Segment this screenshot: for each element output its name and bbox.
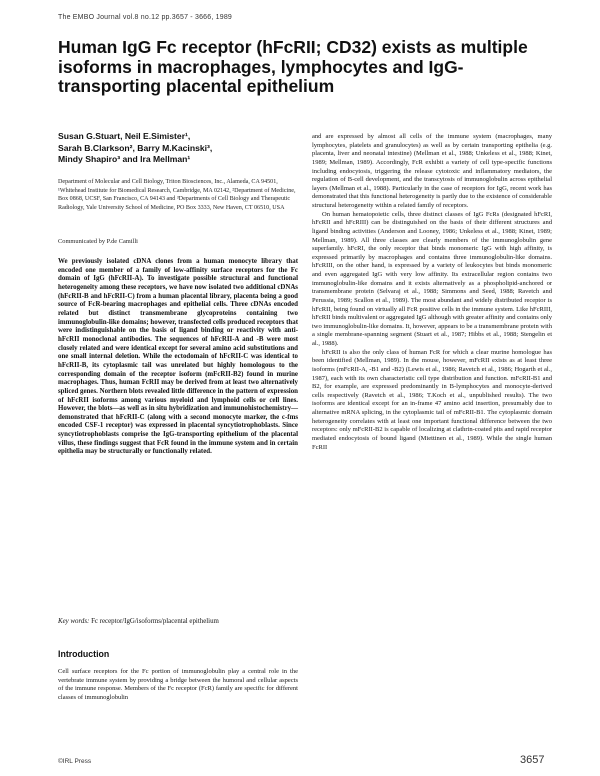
article-title: Human IgG Fc receptor (hFcRII; CD32) exists as multiple isoforms in macrophages, lymphocytes and IgG-transporting placental epithelium [58, 37, 528, 96]
body-paragraph: hFcRII is also the only class of human FcR for which a clear murine homologue has been identified (Mellman, 1989). In the mouse, however, mFcRII exists as at least three isoforms (mFcRII-A, -B1 and -B2) (Lewis et al., 1986; Ravetch et al., 1986; Hogarth et al., 1987), each with its own characteristic cell type distribution and function. mFcRII-B1 and B2, for example, are expressed predominantly in B-lymphocytes and monocyte-derived cells respectively (Ravetch et al., 1986; T.Koch et al., unpublished results). The two isoforms are identical except for an in-frame 47 amino acid insertion, presumably due to alternative mRNA splicing, in the cytoplasmic tail of mFcRII-B1. The cytoplasmic domain heterogeneity correlates with at least one important functional difference between the two receptors: only mFcRII-B2 is capable of localizing at clathrin-coated pits and rapid receptor mediated endocytosis of bound ligand (Miettinen et al., 1989). While the single human FcRII [312, 348, 552, 451]
introduction-text: Cell surface receptors for the Fc portion of immunoglobulin play a central role in the vertebrate immune system by providing a bridge between the humoral and cellular aspects of the immune response. Members of the Fc receptor (FcR) family are specific for different classes of immunoglobulin [58, 668, 298, 701]
author-list [58, 131, 298, 166]
author-line: Mindy Shapiro³ and Ira Mellman¹ [58, 154, 191, 164]
affiliations: Department of Molecular and Cell Biology, Triton Biosciences, Inc., Alameda, CA 94501, ¹Whitehead Institute for Biomedical Research, Cambridge, MA 02142, ²Department of Medicine, Box 0868, UCSF, San Francisco, CA 94143 and ³Departments of Cell Biology and Therapeutic Radiology, Yale University School of Medicine, PO Box 3333, New Haven, CT 06510, USA [58, 179, 296, 211]
publisher-footer: ©IRL Press [58, 758, 92, 765]
author-line: Susan G.Stuart, Neil E.Simister¹, [58, 131, 191, 141]
keywords [58, 618, 298, 627]
right-column [312, 133, 552, 452]
page-number: 3657 [520, 754, 545, 766]
body-paragraph: On human hematopoietic cells, three distinct classes of IgG FcRs (designated hFcRI, hFcRII and hFcRIII) can be distinguished on the basis of their different structures and ligand binding activities (Anderson and Looney, 1986; Unkeless et al., 1988; Kinet, 1989; Mellman, 1989). All three classes are clearly members of the immunoglobulin gene superfamily. hFcRI, the only receptor that binds monomeric IgG with high affinity, is expressed primarily by macrophages and contains three immunoglobulin-like domains. hFcRIII, on the other hand, is expressed by a variety of leukocytes but binds monomeric and even aggregated IgG with very low affinity. Its extracellular region contains two immunoglobulin-like domains and it exists alternatively as a phospholipid-anchored or transmembrane protein (Selvaraj et al., 1988; Simmons and Seed, 1988; Ravetch and Perussia, 1989; Scallon et al., 1989). The most abundant and widely distributed receptor is hFcRII, being found on virtually all FcR positive cells in the immune system. Like hFcRIII, hFcRII binds multivalent or aggregated IgG although with greater affinity and contains only two immunoglobulin-like domains. It, however, appears to be a transmembrane protein with a single membrane-spanning segment (Stuart et al., 1987; Hibbs et al., 1988; Stengelin et al., 1988). [312, 210, 552, 347]
author-line: Sarah B.Clarkson², Barry M.Kacinski³, [58, 142, 213, 153]
abstract: We previously isolated cDNA clones from a human monocyte library that encoded one member of a family of low-affinity surface receptors for the Fc domain of IgG (hFcRII-A). To investigate possible structural and functional heterogeneity among these receptors, we have now isolated two additional cDNAs (hFcRII-B and hFcRII-C) from a human placental library, placenta being a good source of FcR-bearing macrophages and epithelial cells. Three cDNAs encoded related but distinct transmembrane glycoproteins containing two immunoglobulin-like domains; however, transfected cells produced receptors that were indistinguishable on the basis of ligand binding or reactivity with anti-hFcRII monoclonal antibodies. The sequences of hFcRII-A and -B were most closely related and were identical except for several amino acid substitutions and one small internal deletion. While the ectodomain of hFcRII-C was identical to hFcRII-B, its cytoplasmic tail was unrelated but highly homologous to the corresponding domain of the receptor isoform (mFcRII-B2) found in murine macrophages. Thus, human FcRII may be derived from at least two alternatively spliced genes. Northern blots revealed little difference in the pattern of expression of hFcRII isoforms among various myeloid and lymphoid cells or cell lines. However, the blots—as well as in situ hybridization and immunohistochemistry—demonstrated that hFcRII-C (along with a second monocyte marker, the c-fms encoded CSF-1 receptor) was expressed in placental syncytiotrophoblasts. Since syncytiotrophoblasts comprise the IgG-transporting epithelium of the placental villus, these findings suggest that FcR found in the immune system and in certain epithelia may be structurally or functionally related. [58, 258, 298, 456]
keywords-label: Key words: [58, 618, 90, 625]
body-paragraph: and are expressed by almost all cells of the immune system (macrophages, many lymphocytes, platelets and granulocytes) as well as by certain transporting epithelia (e.g. placenta, liver and neonatal intestine) (Mellman et al., 1988; Unkeless et al., 1988; Kinet, 1989; Mellman, 1989). Accordingly, FcR exhibit a variety of cell type-specific functions including endocytosis, triggering the release cytotoxic and inflammatory mediators, the regulation of B-cell development, and the transcytosis of immunoglobulin across epithelial layers (Mellman et al., 1988). Particularly in the case of receptors for IgG, recent work has demonstrated that this functional heterogeneity is partly due to the existence of considerable structural heterogeneity within a related family of receptors. [312, 133, 552, 209]
keywords-text: Fc receptor/IgG/isoforms/placental epithelium [91, 618, 219, 625]
communicated-by: Communicated by P.de Camilli [58, 238, 138, 245]
introduction-heading: Introduction [58, 649, 110, 659]
journal-header: The EMBO Journal vol.8 no.12 pp.3657 - 3666, 1989 [58, 14, 233, 21]
